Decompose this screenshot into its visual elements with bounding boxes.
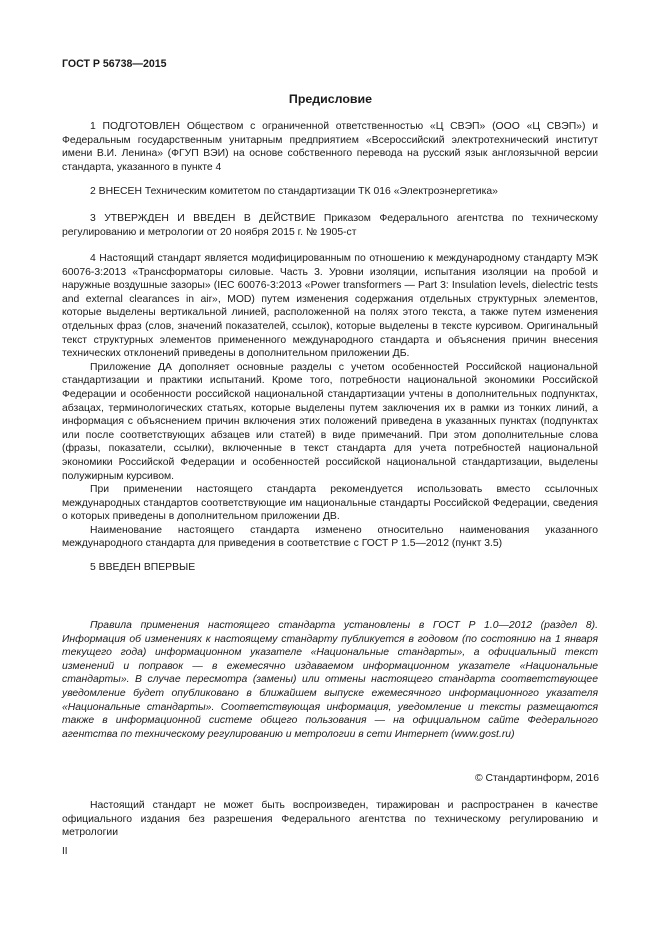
item-4 (62, 252, 598, 551)
standard-code: ГОСТ Р 56738—2015 (62, 58, 167, 70)
item-4-paragraph-4: Наименование настоящего стандарта изменено относительно наименования указанного международного стандарта для приведения в соответствие с ГОСТ Р 1.5—2012 (пункт 3.5) (62, 524, 598, 550)
copyright: © Стандартинформ, 2016 (474, 773, 599, 784)
item-3-text: 3 УТВЕРЖДЕН И ВВЕДЕН В ДЕЙСТВИЕ Приказом Федерального агентства по техническому регулированию и метрологии от 20 ноября 2015 г. № 1905-ст (62, 213, 598, 238)
item-1-text: 1 ПОДГОТОВЛЕН Обществом с ограниченной ответственностью «Ц СВЭП» (ООО «Ц СВЭП») и Федеральным государственным унитарным предприятием «Всероссийский электротехнический институт имени В.И. Ленина» (ФГУП ВЭИ) на основе собственного перевода на русский язык англоязычной версии стандарта, указанного в пункте 4 (62, 121, 598, 173)
item-5 (62, 561, 598, 575)
item-5-text: 5 ВВЕДЕН ВПЕРВЫЕ (90, 562, 196, 573)
reproduction-notice (62, 799, 598, 840)
usage-notice-text: Правила применения настоящего стандарта установлены в ГОСТ Р 1.0—2012 (раздел 8). Информация об изменениях к настоящему стандарту публикуется в годовом (по состоянию на 1 января текущего года) информационном указателе «Национальные стандарты», а официальный текст изменений и поправок — в ежемесячно издаваемом информационном указателе «Национальные стандарты». В случае пересмотра (замены) или отмены настоящего стандарта соответствующее уведомление будет опубликовано в ближайшем выпуске ежемесячного информационного указателя «Национальные стандарты». Соответствующая информация, уведомление и тексты размещаются также в информационной системе общего пользования — на официальном сайте Федерального агентства по техническому регулированию и метрологии в сети Интернет (www.gost.ru) (62, 620, 598, 740)
usage-notice (62, 619, 598, 741)
item-4-paragraph-1: 4 Настоящий стандарт является модифицированным по отношению к международному стандарту МЭК 60076-3:2013 «Трансформаторы силовые. Часть 3. Уровни изоляции, испытания изоляции на пробой и наружные воздушные зазоры» (IEC 60076-3:2013 «Power transformers — Part 3: Insulation levels, dielectric tests and external clearances in air», MOD) путем изменения содержания отдельных структурных элементов, которые выделены вертикальной линией, расположенной на полях этого текста, а также путем изменения отдельных фраз (слов, значений показателей, ссылок), которые выделены в тексте курсивом. Оригинальный текст структурных элементов примененного международного стандарта и объяснения причин внесения технических отклонений приведены в дополнительном приложении ДБ. (62, 253, 598, 360)
item-2-text: 2 ВНЕСЕН Техническим комитетом по стандартизации ТК 016 «Электроэнергетика» (90, 186, 498, 197)
reproduction-notice-text: Настоящий стандарт не может быть воспроизведен, тиражирован и распространен в качестве официального издания без разрешения Федерального агентства по техническому регулированию и метрологии (62, 800, 598, 839)
item-3 (62, 212, 598, 239)
page-title: Предисловие (288, 92, 373, 106)
item-2 (62, 185, 598, 199)
item-4-paragraph-2: Приложение ДА дополняет основные разделы с учетом особенностей Российской национальной стандартизации и практики испытаний. Кроме того, потребности национальной экономики Российской Федерации и особенности российской национальной стандартизации учтены в дополнительных подпунктах, абзацах, терминологических статьях, которые выделены путем заключения их в рамки из тонких линий, а информация с объяснением причин включения этих положений приведена в указанных пунктах (подпунктах или после соответствующих абзацев или статей) в виде примечаний. При этом дополнительные слова (фразы, показатели, ссылки), включенные в текст стандарта для учета потребностей национальной экономики Российской Федерации и особенностей российской национальной стандартизации, выделены полужирным курсивом. (62, 361, 598, 482)
item-1 (62, 120, 598, 174)
page-number: II (62, 846, 68, 857)
item-4-paragraph-3: При применении настоящего стандарта рекомендуется использовать вместо ссылочных международных стандартов соответствующие им национальные стандарты Российской Федерации, сведения о которых приведены в дополнительном приложении ДВ. (62, 484, 598, 523)
